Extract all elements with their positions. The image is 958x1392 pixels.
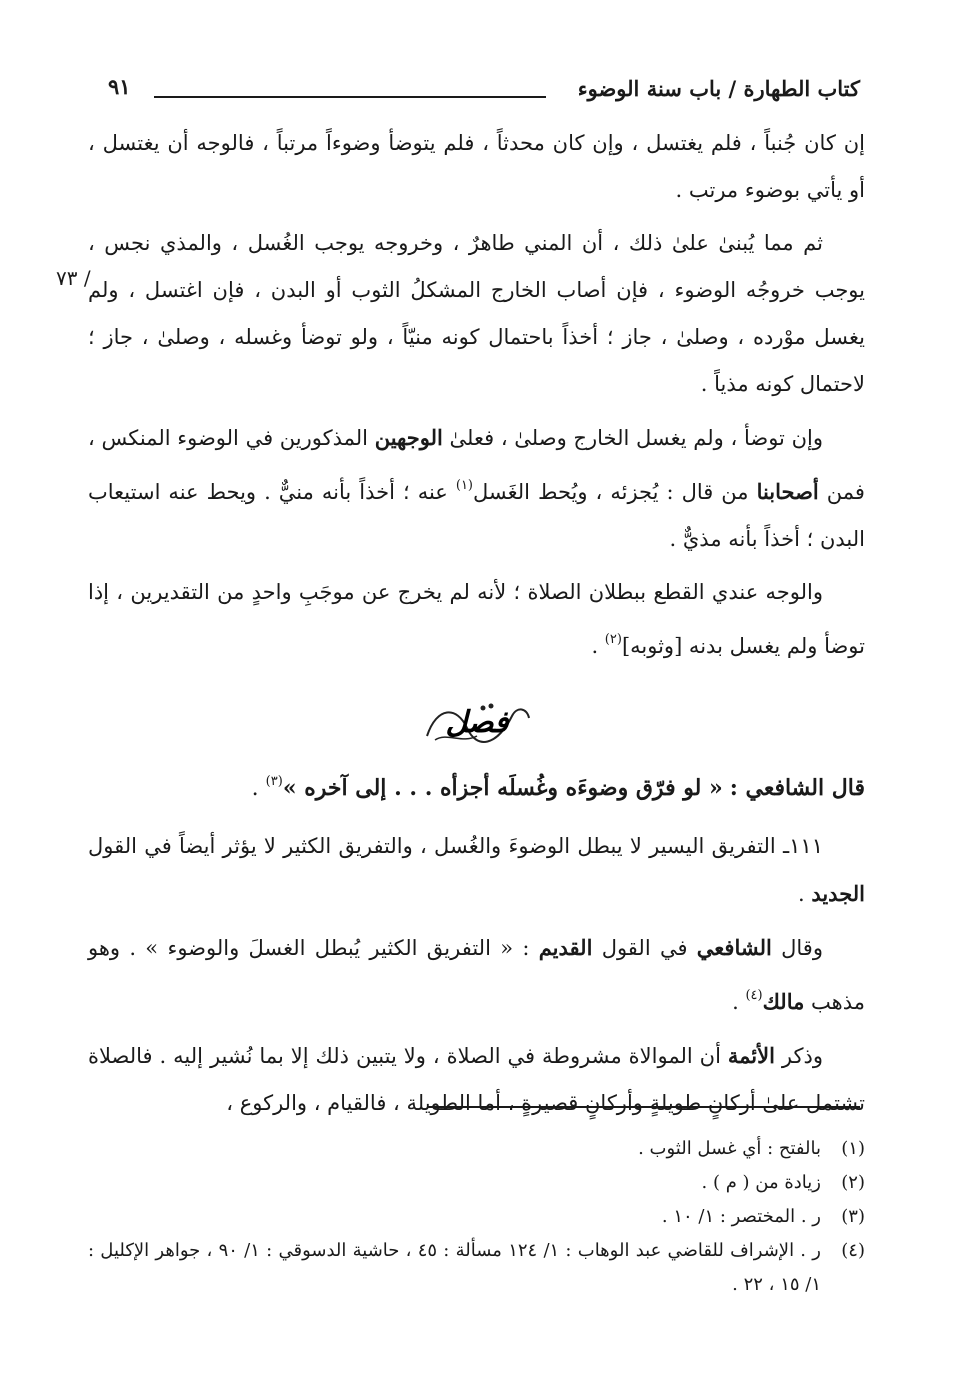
footnote-ref-2[interactable]: (٢): [604, 632, 622, 647]
paragraph-3-text-f: عنه ؛ أخذاً بأنه منيٌّ . ويحط عنه استيعاب البدن ؛ أخذاً بأنه مذيٌّ .: [88, 480, 865, 551]
footnote-text: زيادة من ( م ) .: [701, 1172, 821, 1193]
paragraph-7-text-a: وذكر: [781, 1044, 823, 1068]
section-ornament: [88, 696, 865, 748]
footnote-separator: [428, 1106, 860, 1108]
paragraph-3-text-a: وإن توضأ ، ولم يغسل الخارج وصلىٰ ، فعلىٰ: [449, 426, 823, 450]
footnote-number: (١): [841, 1138, 865, 1159]
paragraph-6-text-e: : « التفريق الكثير يُبطل الغسلَ والوضوء » . وهو مذهب: [88, 936, 865, 1014]
paragraph-5-text-c: .: [797, 882, 812, 906]
bold-term-qadim: القديم: [538, 935, 593, 960]
bold-term-malik: مالك: [762, 989, 805, 1014]
main-text: [88, 120, 865, 1133]
page-number: ٩١: [108, 74, 131, 99]
footnote-2: [88, 1166, 865, 1200]
bold-term-aimma: الأئمة: [727, 1043, 775, 1068]
heading-speaker: قال الشافعي :: [729, 775, 865, 801]
footnote-text: ر . المختصر : ١/ ١٠ .: [661, 1206, 821, 1227]
heading-quote: « لو فرّق وضوءَه وغُسلَه أجزأه . . . إلى آخره »: [282, 775, 723, 801]
bold-term-wajhayn: الوجهين: [374, 425, 443, 450]
bold-term-jadid: الجديد: [811, 881, 865, 906]
paragraph-1: إن كان جُنباً ، فلم يغتسل ، وإن كان محدثاً ، فلم يتوضأ وضوءاً مرتباً ، فالوجه أن يغتسل ، أو يأتي بوضوء مرتب .: [88, 131, 865, 202]
page-header: [90, 70, 868, 110]
footnote-ref-4[interactable]: (٤): [745, 988, 763, 1003]
footnote-text: بالفتح : أي غسل الثوب .: [638, 1138, 821, 1159]
footnotes: [88, 1132, 865, 1302]
footnote-ref-3[interactable]: (٣): [265, 774, 283, 789]
paragraph-4-text-a: والوجه عندي القطع ببطلان الصلاة ؛ لأنه لم يخرج عن موجَبِ واحدٍ من التقديرين ، إذا توضأ ولم يغسل بدنه [وثوبه]: [88, 580, 865, 658]
paragraph-2: ثم مما يُبنىٰ علىٰ ذلك ، أن المني طاهرٌ ، وخروجه يوجب الغُسل ، والمذي نجس ، يوجب خروجُه الوضوء ، فإن أصاب الخارج المشكلُ الثوب أو البدن ، فإن اغتسل ، ولم يغسل موْرده ، وصلىٰ ، جاز ؛ أخذاً باحتمال كونه منيّاً ، ولو توضأ وغسله ، وصلىٰ ، جاز ؛ لاحتمال كونه مذياً .: [88, 231, 865, 396]
header-rule: [154, 96, 546, 98]
footnote-3: [88, 1200, 865, 1234]
footnote-text: ر . الإشراف للقاضي عبد الوهاب : ١/ ١٢٤ مسألة : ٤٥ ، حاشية الدسوقي : ١/ ٩٠ ، جواهر الإكليل : ١/ ١٥ ، ٢٢ .: [88, 1240, 821, 1295]
footnote-ref-1[interactable]: (١): [455, 478, 473, 493]
paragraph-6-text-g: .: [732, 990, 746, 1014]
footnote-4: [88, 1234, 865, 1302]
paragraph-5-text-a: ١١١ـ التفريق اليسير لا يبطل الوضوءَ والغُسل ، والتفريق الكثير لا يؤثر أيضاً في القول: [88, 834, 823, 858]
margin-page-reference: / ٧٣: [56, 266, 91, 290]
paragraph-3-text-c: المذكورين في الوضوء المنكس ، فمن: [88, 426, 865, 504]
footnote-1: [88, 1132, 865, 1166]
bold-term-shafii: الشافعي: [696, 935, 772, 960]
paragraph-4: [88, 569, 865, 670]
paragraph-5: [88, 823, 865, 918]
ornament-flourish-icon: [417, 696, 537, 748]
paragraph-6-text-a: وقال: [781, 936, 823, 960]
paragraph-6: [88, 924, 865, 1026]
footnote-number: (٢): [841, 1172, 865, 1193]
paragraph-3-text-e: من قال : يُجزئه ، ويُحط الغَسل: [473, 480, 749, 504]
heading-end: .: [251, 776, 266, 801]
section-heading: [88, 758, 865, 813]
footnote-number: (٣): [841, 1206, 865, 1227]
paragraph-7: [88, 1032, 865, 1127]
bold-term-ashabuna: أصحابنا: [756, 479, 819, 504]
paragraph-6-text-c: في القول: [601, 936, 688, 960]
paragraph-7-text-c: أن الموالاة مشروطة في الصلاة ، ولا يتبين ذلك إلا بما نُشير إليه . فالصلاة تشتمل علىٰ أركانٍ طويلةٍ وأركانٍ قصيرةٍ ، أما الطويلة ، فالقيام ، والركوع ،: [88, 1044, 865, 1115]
paragraph-4-text-b: .: [591, 634, 605, 658]
paragraph-3: [88, 414, 865, 563]
ornament-text: فصل: [444, 705, 509, 740]
running-title: كتاب الطهارة / باب سنة الوضوء: [577, 76, 860, 101]
footnote-number: (٤): [841, 1240, 865, 1261]
